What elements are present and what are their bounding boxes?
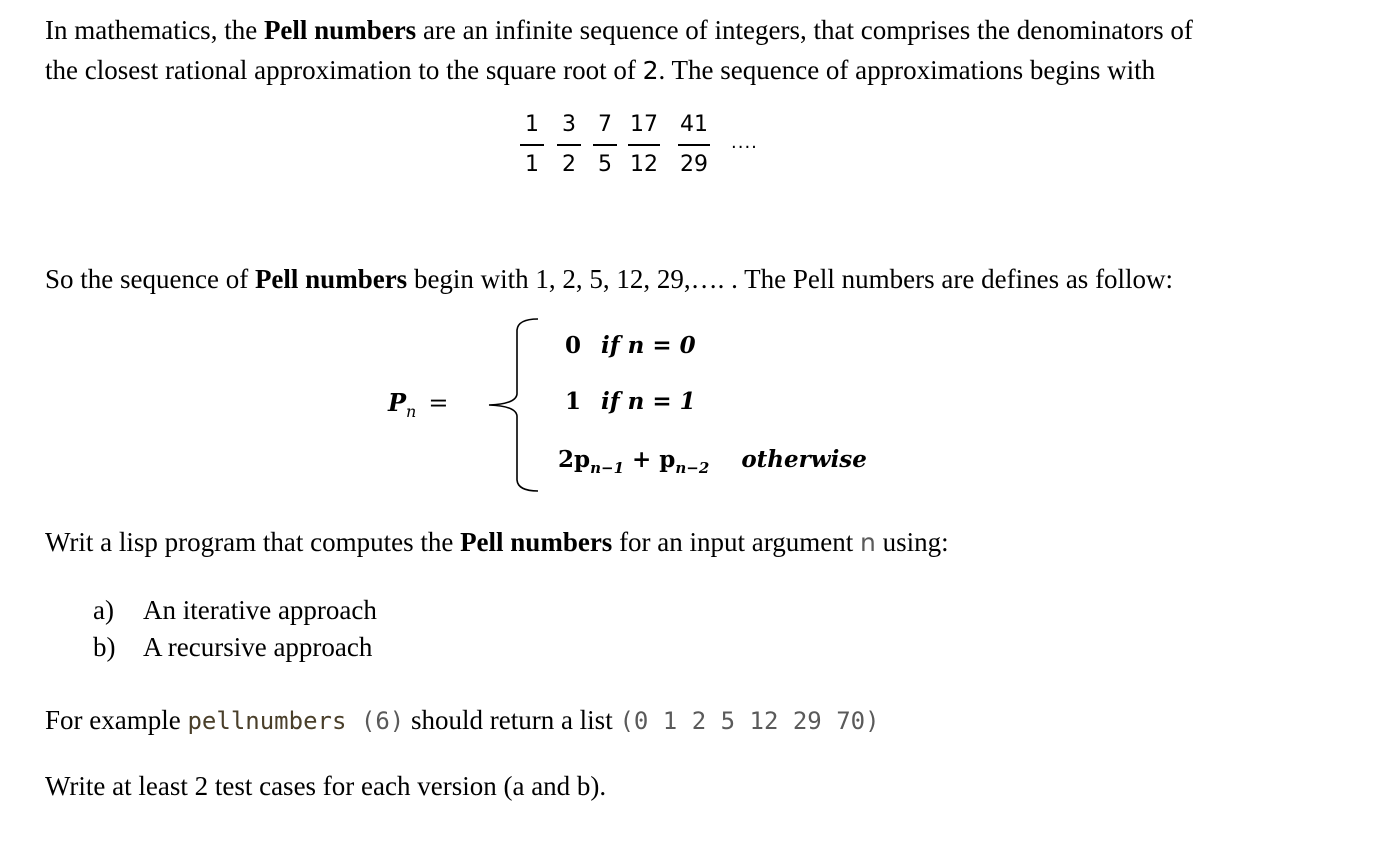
- case-condition: if n = 0: [601, 332, 696, 359]
- code-result-list: (0 1 2 5 12 29 70): [619, 707, 880, 735]
- task-text: for an input argument: [612, 527, 861, 557]
- term-pell-numbers: Pell numbers: [254, 264, 408, 294]
- fraction-bar: [628, 144, 660, 146]
- intro-text: In mathematics, the: [45, 15, 264, 45]
- sequence-text: begin with 1, 2, 5, 12, 29,…. . The Pell numbers are defines as follow:: [407, 264, 1174, 294]
- tests-line: Write at least 2 test cases for each version (a and b).: [45, 771, 607, 801]
- fraction-denominator: 2: [562, 151, 576, 177]
- intro-text: . The sequence of approximations begins with: [658, 55, 1156, 85]
- case-term-a: 2p: [558, 446, 591, 473]
- fraction-denominator: 5: [598, 151, 612, 177]
- fraction-numerator: 3: [562, 112, 576, 137]
- case-subscript: n−2: [675, 459, 710, 477]
- sequence-line: [45, 259, 1345, 299]
- list-item-text: A recursive approach: [143, 632, 373, 662]
- fraction-numerator: 17: [630, 112, 658, 137]
- case-subscript: n−1: [590, 459, 625, 477]
- case-term-b: + p: [624, 446, 676, 473]
- fraction-numerator: 7: [598, 112, 612, 137]
- task-text: Writ a lisp program that computes the: [45, 527, 461, 557]
- example-line: [45, 700, 1345, 741]
- fraction-denominator: 29: [680, 151, 708, 177]
- task-text: using:: [875, 527, 949, 557]
- argument-n: n: [860, 528, 876, 557]
- sequence-text: So the sequence of: [45, 264, 255, 294]
- example-text: For example: [45, 705, 188, 735]
- list-marker: b): [93, 632, 116, 662]
- example-text: should return a list: [404, 705, 620, 735]
- intro-line-1: [45, 10, 1345, 50]
- lhs-symbol: P: [388, 388, 407, 417]
- left-brace-icon: [486, 316, 546, 496]
- definition-case-3: [558, 446, 867, 477]
- fraction-numerator: 41: [680, 112, 708, 137]
- fraction-numerator: 1: [525, 112, 539, 137]
- term-pell-numbers: Pell numbers: [460, 527, 613, 557]
- lhs-subscript: n: [406, 402, 417, 421]
- list-item: [93, 591, 377, 629]
- list-marker: a): [93, 595, 114, 625]
- intro-line-2: [45, 50, 1345, 91]
- fraction-bar: [678, 144, 710, 146]
- fraction: [676, 112, 712, 178]
- case-condition: if n = 1: [601, 388, 696, 415]
- lhs-equals: =: [428, 389, 449, 417]
- code-arguments: (6): [346, 707, 405, 735]
- definition-case-1: [565, 332, 696, 359]
- fraction: [591, 112, 619, 178]
- fraction-bar: [557, 144, 581, 146]
- term-pell-numbers: Pell numbers: [263, 15, 417, 45]
- fraction: [626, 112, 662, 178]
- code-function-name: pellnumbers: [187, 707, 347, 735]
- case-value: 0: [565, 332, 582, 359]
- list-item: [93, 628, 372, 666]
- case-condition: otherwise: [741, 446, 867, 473]
- fraction: [555, 112, 583, 178]
- definition-lhs: [388, 388, 448, 421]
- intro-text: the closest rational approximation to the square root of: [45, 55, 643, 85]
- list-item-text: An iterative approach: [143, 595, 377, 625]
- fraction-bar: [593, 144, 617, 146]
- definition-case-2: [565, 388, 696, 415]
- intro-text: are an infinite sequence of integers, that comprises the denominators of: [416, 15, 1193, 45]
- task-line: [45, 522, 1345, 563]
- fraction-bar: [520, 144, 544, 146]
- fractions-ellipsis: ....: [731, 132, 758, 153]
- fraction: [518, 112, 546, 178]
- math-number: 2: [642, 56, 659, 85]
- fraction-denominator: 1: [525, 151, 539, 177]
- fraction-denominator: 12: [630, 151, 658, 177]
- case-value: 1: [565, 388, 582, 415]
